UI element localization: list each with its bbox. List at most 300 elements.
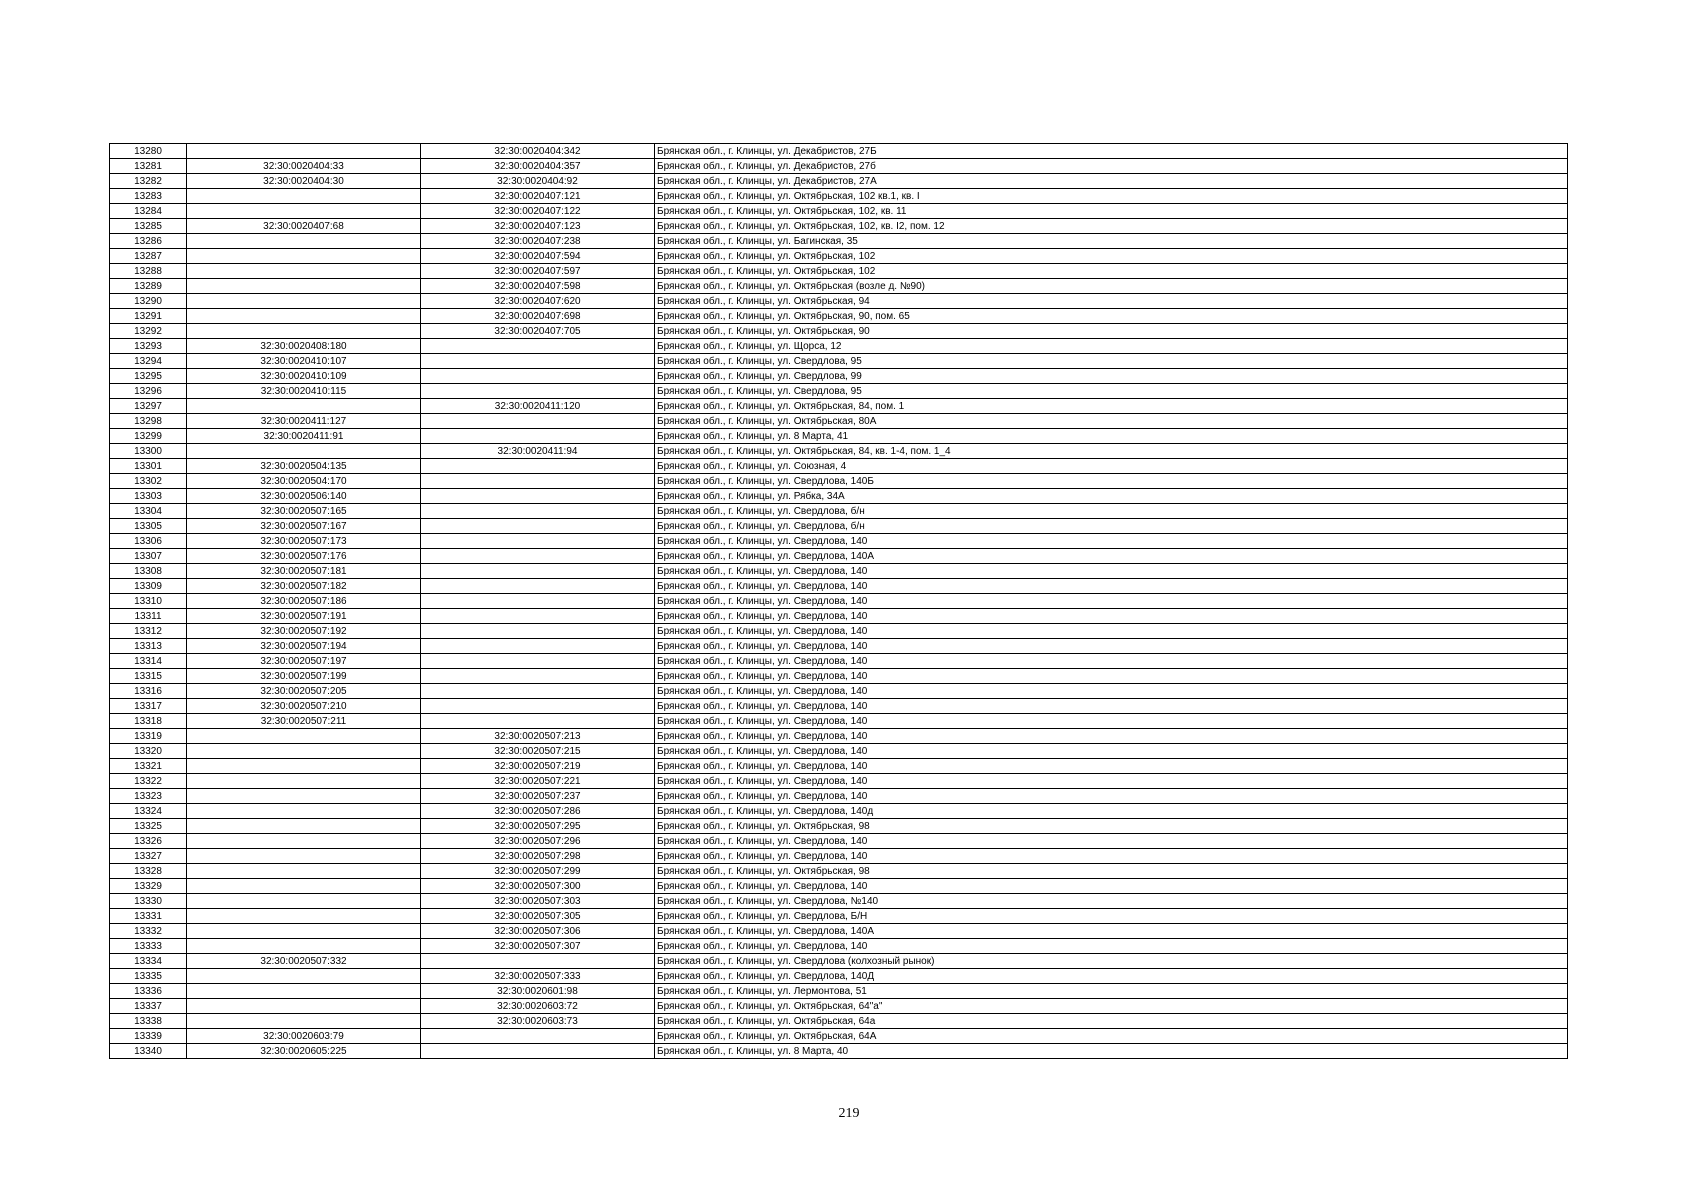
row-number-cell: 13331 [110,909,187,924]
table-row [110,609,1568,624]
table-row [110,969,1568,984]
row-number-cell: 13293 [110,339,187,354]
table-row [110,294,1568,309]
row-number-cell: 13304 [110,504,187,519]
address-cell: Брянская обл., г. Клинцы, ул. Союзная, 4 [655,459,1568,474]
cadastral-number-cell: 32:30:0020507:332 [187,954,421,969]
table-row [110,354,1568,369]
cadastral-number-cell-2: 32:30:0020411:94 [421,444,655,459]
cadastral-number-cell [187,834,421,849]
row-number-cell: 13282 [110,174,187,189]
table-row [110,504,1568,519]
table-row [110,489,1568,504]
cadastral-number-cell-2: 32:30:0020407:597 [421,264,655,279]
cadastral-number-cell [187,849,421,864]
cadastral-number-cell-2 [421,534,655,549]
cadastral-number-cell [187,819,421,834]
cadastral-number-cell: 32:30:0020507:199 [187,669,421,684]
cadastral-number-cell-2: 32:30:0020407:705 [421,324,655,339]
row-number-cell: 13315 [110,669,187,684]
cadastral-number-cell-2: 32:30:0020507:333 [421,969,655,984]
cadastral-number-cell: 32:30:0020507:176 [187,549,421,564]
cadastral-number-cell: 32:30:0020507:173 [187,534,421,549]
cadastral-number-cell-2 [421,504,655,519]
table-row [110,909,1568,924]
table-row [110,744,1568,759]
cadastral-number-cell-2: 32:30:0020407:123 [421,219,655,234]
address-cell: Брянская обл., г. Клинцы, ул. Октябрьская, 98 [655,819,1568,834]
row-number-cell: 13283 [110,189,187,204]
cadastral-number-cell: 32:30:0020507:211 [187,714,421,729]
table-row [110,789,1568,804]
address-cell: Брянская обл., г. Клинцы, ул. Свердлова, 140А [655,924,1568,939]
row-number-cell: 13314 [110,654,187,669]
cadastral-number-cell: 32:30:0020603:79 [187,1029,421,1044]
address-cell: Брянская обл., г. Клинцы, ул. Свердлова, 140 [655,879,1568,894]
address-cell: Брянская обл., г. Клинцы, ул. Свердлова, 140 [655,564,1568,579]
cadastral-number-cell-2 [421,459,655,474]
row-number-cell: 13337 [110,999,187,1014]
address-cell: Брянская обл., г. Клинцы, ул. Свердлова, 140 [655,579,1568,594]
address-cell: Брянская обл., г. Клинцы, ул. Свердлова, 140 [655,594,1568,609]
table-row [110,804,1568,819]
address-cell: Брянская обл., г. Клинцы, ул. Свердлова, 140 [655,654,1568,669]
table-row [110,399,1568,414]
cadastral-number-cell [187,804,421,819]
cadastral-number-cell-2 [421,564,655,579]
row-number-cell: 13329 [110,879,187,894]
cadastral-number-cell: 32:30:0020410:107 [187,354,421,369]
cadastral-number-cell-2: 32:30:0020507:305 [421,909,655,924]
address-cell: Брянская обл., г. Клинцы, ул. Октябрьская, 64а [655,1014,1568,1029]
cadastral-number-cell-2 [421,954,655,969]
row-number-cell: 13309 [110,579,187,594]
address-cell: Брянская обл., г. Клинцы, ул. Декабристов, 27А [655,174,1568,189]
table-row [110,429,1568,444]
cadastral-number-cell [187,294,421,309]
row-number-cell: 13335 [110,969,187,984]
row-number-cell: 13300 [110,444,187,459]
address-cell: Брянская обл., г. Клинцы, ул. Свердлова, 140Д [655,969,1568,984]
table-row [110,669,1568,684]
table-row [110,534,1568,549]
cadastral-number-cell-2 [421,579,655,594]
address-cell: Брянская обл., г. Клинцы, ул. Октябрьская, 90, пом. 65 [655,309,1568,324]
row-number-cell: 13298 [110,414,187,429]
cadastral-number-cell-2: 32:30:0020407:698 [421,309,655,324]
table-row [110,1014,1568,1029]
row-number-cell: 13287 [110,249,187,264]
cadastral-number-cell [187,309,421,324]
cadastral-number-cell [187,189,421,204]
row-number-cell: 13328 [110,864,187,879]
table-row [110,924,1568,939]
cadastral-number-cell-2 [421,414,655,429]
address-cell: Брянская обл., г. Клинцы, ул. Свердлова, 99 [655,369,1568,384]
address-cell: Брянская обл., г. Клинцы, ул. Свердлова, 140 [655,939,1568,954]
cadastral-number-cell [187,759,421,774]
address-cell: Брянская обл., г. Клинцы, ул. Октябрьская, 90 [655,324,1568,339]
cadastral-number-cell-2 [421,489,655,504]
address-cell: Брянская обл., г. Клинцы, ул. Октябрьская, 102, кв. I2, пом. 12 [655,219,1568,234]
address-cell: Брянская обл., г. Клинцы, ул. Свердлова, 140 [655,534,1568,549]
cadastral-number-cell [187,969,421,984]
row-number-cell: 13290 [110,294,187,309]
cadastral-number-cell [187,234,421,249]
address-cell: Брянская обл., г. Клинцы, ул. Свердлова, 140 [655,684,1568,699]
table-row [110,204,1568,219]
table-row [110,594,1568,609]
table-row [110,714,1568,729]
address-cell: Брянская обл., г. Клинцы, ул. Свердлова, 140 [655,714,1568,729]
cadastral-number-cell-2: 32:30:0020507:295 [421,819,655,834]
row-number-cell: 13323 [110,789,187,804]
row-number-cell: 13297 [110,399,187,414]
table-row [110,279,1568,294]
table-row [110,699,1568,714]
row-number-cell: 13302 [110,474,187,489]
cadastral-number-cell-2 [421,639,655,654]
table-row [110,954,1568,969]
row-number-cell: 13340 [110,1044,187,1059]
table-row [110,819,1568,834]
row-number-cell: 13316 [110,684,187,699]
row-number-cell: 13310 [110,594,187,609]
cadastral-number-cell-2 [421,429,655,444]
cadastral-number-cell-2 [421,654,655,669]
cadastral-number-cell-2: 32:30:0020507:307 [421,939,655,954]
cadastral-number-cell: 32:30:0020504:135 [187,459,421,474]
cadastral-number-cell-2 [421,369,655,384]
cadastral-number-cell-2: 32:30:0020404:342 [421,144,655,159]
cadastral-number-cell [187,984,421,999]
row-number-cell: 13289 [110,279,187,294]
row-number-cell: 13326 [110,834,187,849]
table-row [110,564,1568,579]
table-row [110,1029,1568,1044]
row-number-cell: 13336 [110,984,187,999]
row-number-cell: 13317 [110,699,187,714]
table-row [110,369,1568,384]
cadastral-number-cell: 32:30:0020507:167 [187,519,421,534]
address-cell: Брянская обл., г. Клинцы, ул. 8 Марта, 41 [655,429,1568,444]
cadastral-number-cell [187,744,421,759]
address-cell: Брянская обл., г. Клинцы, ул. Октябрьская, 64"а" [655,999,1568,1014]
cadastral-number-cell-2 [421,339,655,354]
cadastral-number-cell-2 [421,684,655,699]
table-row [110,519,1568,534]
cadastral-number-cell-2 [421,354,655,369]
cadastral-number-cell [187,939,421,954]
row-number-cell: 13321 [110,759,187,774]
table-row [110,849,1568,864]
cadastral-number-cell: 32:30:0020507:165 [187,504,421,519]
cadastral-number-cell [187,864,421,879]
table-row [110,729,1568,744]
cadastral-number-cell: 32:30:0020507:192 [187,624,421,639]
address-cell: Брянская обл., г. Клинцы, ул. Свердлова, 140А [655,549,1568,564]
address-cell: Брянская обл., г. Клинцы, ул. Рябка, 34А [655,489,1568,504]
address-cell: Брянская обл., г. Клинцы, ул. Свердлова, 140 [655,639,1568,654]
cadastral-number-cell: 32:30:0020605:225 [187,1044,421,1059]
row-number-cell: 13339 [110,1029,187,1044]
cadastral-number-cell: 32:30:0020407:68 [187,219,421,234]
cadastral-number-cell: 32:30:0020411:127 [187,414,421,429]
table-row [110,459,1568,474]
cadastral-number-cell-2: 32:30:0020507:286 [421,804,655,819]
address-cell: Брянская обл., г. Клинцы, ул. Октябрьская, 64А [655,1029,1568,1044]
table-row [110,414,1568,429]
table-row [110,834,1568,849]
table-row [110,159,1568,174]
cadastral-number-cell-2: 32:30:0020603:72 [421,999,655,1014]
cadastral-number-cell [187,774,421,789]
cadastral-number-cell [187,1014,421,1029]
row-number-cell: 13305 [110,519,187,534]
cadastral-number-cell [187,909,421,924]
cadastral-number-cell-2 [421,1044,655,1059]
row-number-cell: 13280 [110,144,187,159]
cadastral-number-cell [187,789,421,804]
page-number: 219 [838,1106,860,1121]
cadastral-number-cell: 32:30:0020507:205 [187,684,421,699]
table-row [110,759,1568,774]
cadastral-number-cell [187,144,421,159]
table-row [110,984,1568,999]
address-cell: Брянская обл., г. Клинцы, ул. Свердлова, 140д [655,804,1568,819]
cadastral-number-cell-2: 32:30:0020507:215 [421,744,655,759]
table-row [110,384,1568,399]
row-number-cell: 13291 [110,309,187,324]
row-number-cell: 13303 [110,489,187,504]
address-cell: Брянская обл., г. Клинцы, ул. Свердлова, 140Б [655,474,1568,489]
cadastral-number-cell-2: 32:30:0020407:598 [421,279,655,294]
row-number-cell: 13327 [110,849,187,864]
row-number-cell: 13286 [110,234,187,249]
row-number-cell: 13285 [110,219,187,234]
address-cell: Брянская обл., г. Клинцы, ул. Свердлова, Б/Н [655,909,1568,924]
address-cell: Брянская обл., г. Клинцы, ул. Свердлова, б/н [655,504,1568,519]
address-cell: Брянская обл., г. Клинцы, ул. Свердлова (колхозный рынок) [655,954,1568,969]
registry-table [109,143,1568,1059]
row-number-cell: 13338 [110,1014,187,1029]
cadastral-number-cell-2: 32:30:0020603:73 [421,1014,655,1029]
table-row [110,189,1568,204]
row-number-cell: 13307 [110,549,187,564]
address-cell: Брянская обл., г. Клинцы, ул. Свердлова, 140 [655,609,1568,624]
cadastral-number-cell: 32:30:0020507:186 [187,594,421,609]
row-number-cell: 13318 [110,714,187,729]
cadastral-number-cell: 32:30:0020404:33 [187,159,421,174]
cadastral-number-cell-2: 32:30:0020407:594 [421,249,655,264]
address-cell: Брянская обл., г. Клинцы, ул. Октябрьская, 84, кв. 1-4, пом. 1_4 [655,444,1568,459]
address-cell: Брянская обл., г. Клинцы, ул. Свердлова, 140 [655,759,1568,774]
cadastral-number-cell: 32:30:0020507:191 [187,609,421,624]
row-number-cell: 13332 [110,924,187,939]
row-number-cell: 13296 [110,384,187,399]
cadastral-number-cell-2 [421,1029,655,1044]
cadastral-number-cell: 32:30:0020410:115 [187,384,421,399]
table-row [110,639,1568,654]
address-cell: Брянская обл., г. Клинцы, ул. Октябрьская, 102 [655,249,1568,264]
cadastral-number-cell-2: 32:30:0020407:121 [421,189,655,204]
address-cell: Брянская обл., г. Клинцы, ул. Свердлова, 140 [655,699,1568,714]
cadastral-number-cell-2: 32:30:0020407:620 [421,294,655,309]
table-row [110,444,1568,459]
cadastral-number-cell: 32:30:0020507:210 [187,699,421,714]
table-row [110,624,1568,639]
address-cell: Брянская обл., г. Клинцы, ул. Декабристов, 27Б [655,144,1568,159]
row-number-cell: 13294 [110,354,187,369]
cadastral-number-cell [187,249,421,264]
row-number-cell: 13308 [110,564,187,579]
cadastral-number-cell-2: 32:30:0020411:120 [421,399,655,414]
cadastral-number-cell [187,729,421,744]
cadastral-number-cell [187,879,421,894]
cadastral-number-cell [187,324,421,339]
row-number-cell: 13299 [110,429,187,444]
cadastral-number-cell-2 [421,624,655,639]
table-row [110,939,1568,954]
cadastral-number-cell [187,279,421,294]
address-cell: Брянская обл., г. Клинцы, ул. Свердлова, 140 [655,849,1568,864]
cadastral-number-cell-2: 32:30:0020407:238 [421,234,655,249]
table-row [110,249,1568,264]
table-row [110,309,1568,324]
cadastral-number-cell-2 [421,384,655,399]
cadastral-number-cell: 32:30:0020507:182 [187,579,421,594]
address-cell: Брянская обл., г. Клинцы, ул. Лермонтова, 51 [655,984,1568,999]
table-row [110,999,1568,1014]
cadastral-number-cell-2: 32:30:0020507:300 [421,879,655,894]
address-cell: Брянская обл., г. Клинцы, ул. Октябрьская, 80А [655,414,1568,429]
table-row [110,144,1568,159]
address-cell: Брянская обл., г. Клинцы, ул. Октябрьская (возле д. №90) [655,279,1568,294]
row-number-cell: 13320 [110,744,187,759]
cadastral-number-cell-2: 32:30:0020407:122 [421,204,655,219]
row-number-cell: 13284 [110,204,187,219]
cadastral-number-cell-2 [421,474,655,489]
table-row [110,774,1568,789]
cadastral-number-cell [187,399,421,414]
address-cell: Брянская обл., г. Клинцы, ул. Свердлова, 140 [655,744,1568,759]
cadastral-number-cell-2 [421,699,655,714]
cadastral-number-cell: 32:30:0020507:194 [187,639,421,654]
registry-table-body [110,144,1568,1059]
cadastral-number-cell-2 [421,549,655,564]
cadastral-number-cell [187,924,421,939]
table-row [110,654,1568,669]
row-number-cell: 13325 [110,819,187,834]
address-cell: Брянская обл., г. Клинцы, ул. Октябрьская, 102 кв.1, кв. I [655,189,1568,204]
address-cell: Брянская обл., г. Клинцы, ул. Октябрьская, 84, пом. 1 [655,399,1568,414]
cadastral-number-cell-2: 32:30:0020507:303 [421,894,655,909]
address-cell: Брянская обл., г. Клинцы, ул. Октябрьская, 94 [655,294,1568,309]
cadastral-number-cell-2: 32:30:0020404:357 [421,159,655,174]
address-cell: Брянская обл., г. Клинцы, ул. Свердлова, 95 [655,354,1568,369]
table-row [110,879,1568,894]
address-cell: Брянская обл., г. Клинцы, ул. Свердлова, 140 [655,774,1568,789]
row-number-cell: 13324 [110,804,187,819]
cadastral-number-cell-2: 32:30:0020507:213 [421,729,655,744]
cadastral-number-cell: 32:30:0020411:91 [187,429,421,444]
address-cell: Брянская обл., г. Клинцы, ул. Октябрьская, 102, кв. 11 [655,204,1568,219]
row-number-cell: 13292 [110,324,187,339]
cadastral-number-cell [187,444,421,459]
row-number-cell: 13319 [110,729,187,744]
table-row [110,234,1568,249]
cadastral-number-cell: 32:30:0020504:170 [187,474,421,489]
address-cell: Брянская обл., г. Клинцы, ул. Октябрьская, 98 [655,864,1568,879]
row-number-cell: 13288 [110,264,187,279]
table-row [110,894,1568,909]
row-number-cell: 13312 [110,624,187,639]
cadastral-number-cell-2: 32:30:0020507:219 [421,759,655,774]
cadastral-number-cell [187,204,421,219]
address-cell: Брянская обл., г. Клинцы, ул. Свердлова, 140 [655,834,1568,849]
cadastral-number-cell-2: 32:30:0020404:92 [421,174,655,189]
address-cell: Брянская обл., г. Клинцы, ул. Свердлова, 140 [655,669,1568,684]
address-cell: Брянская обл., г. Клинцы, ул. Щорса, 12 [655,339,1568,354]
table-row [110,174,1568,189]
cadastral-number-cell-2 [421,594,655,609]
row-number-cell: 13311 [110,609,187,624]
table-row [110,1044,1568,1059]
cadastral-number-cell: 32:30:0020410:109 [187,369,421,384]
cadastral-number-cell: 32:30:0020404:30 [187,174,421,189]
table-row [110,264,1568,279]
address-cell: Брянская обл., г. Клинцы, ул. Октябрьская, 102 [655,264,1568,279]
row-number-cell: 13295 [110,369,187,384]
address-cell: Брянская обл., г. Клинцы, ул. Свердлова, 140 [655,789,1568,804]
cadastral-number-cell: 32:30:0020507:197 [187,654,421,669]
address-cell: Брянская обл., г. Клинцы, ул. Декабристов, 27б [655,159,1568,174]
table-row [110,579,1568,594]
cadastral-number-cell: 32:30:0020507:181 [187,564,421,579]
row-number-cell: 13301 [110,459,187,474]
table-row [110,339,1568,354]
cadastral-number-cell [187,894,421,909]
row-number-cell: 13306 [110,534,187,549]
row-number-cell: 13330 [110,894,187,909]
row-number-cell: 13322 [110,774,187,789]
row-number-cell: 13334 [110,954,187,969]
address-cell: Брянская обл., г. Клинцы, ул. Свердлова, б/н [655,519,1568,534]
cadastral-number-cell-2: 32:30:0020507:306 [421,924,655,939]
cadastral-number-cell [187,999,421,1014]
cadastral-number-cell-2: 32:30:0020507:221 [421,774,655,789]
cadastral-number-cell [187,264,421,279]
address-cell: Брянская обл., г. Клинцы, ул. Свердлова, 140 [655,624,1568,639]
cadastral-number-cell-2 [421,669,655,684]
cadastral-number-cell-2: 32:30:0020507:298 [421,849,655,864]
row-number-cell: 13313 [110,639,187,654]
cadastral-number-cell: 32:30:0020506:140 [187,489,421,504]
address-cell: Брянская обл., г. Клинцы, ул. 8 Марта, 40 [655,1044,1568,1059]
table-row [110,864,1568,879]
cadastral-number-cell-2: 32:30:0020507:296 [421,834,655,849]
cadastral-number-cell-2 [421,609,655,624]
cadastral-number-cell-2 [421,519,655,534]
row-number-cell: 13281 [110,159,187,174]
table-row [110,549,1568,564]
cadastral-number-cell: 32:30:0020408:180 [187,339,421,354]
table-row [110,219,1568,234]
cadastral-number-cell-2: 32:30:0020507:237 [421,789,655,804]
cadastral-number-cell-2 [421,714,655,729]
address-cell: Брянская обл., г. Клинцы, ул. Свердлова, 95 [655,384,1568,399]
cadastral-number-cell-2: 32:30:0020507:299 [421,864,655,879]
